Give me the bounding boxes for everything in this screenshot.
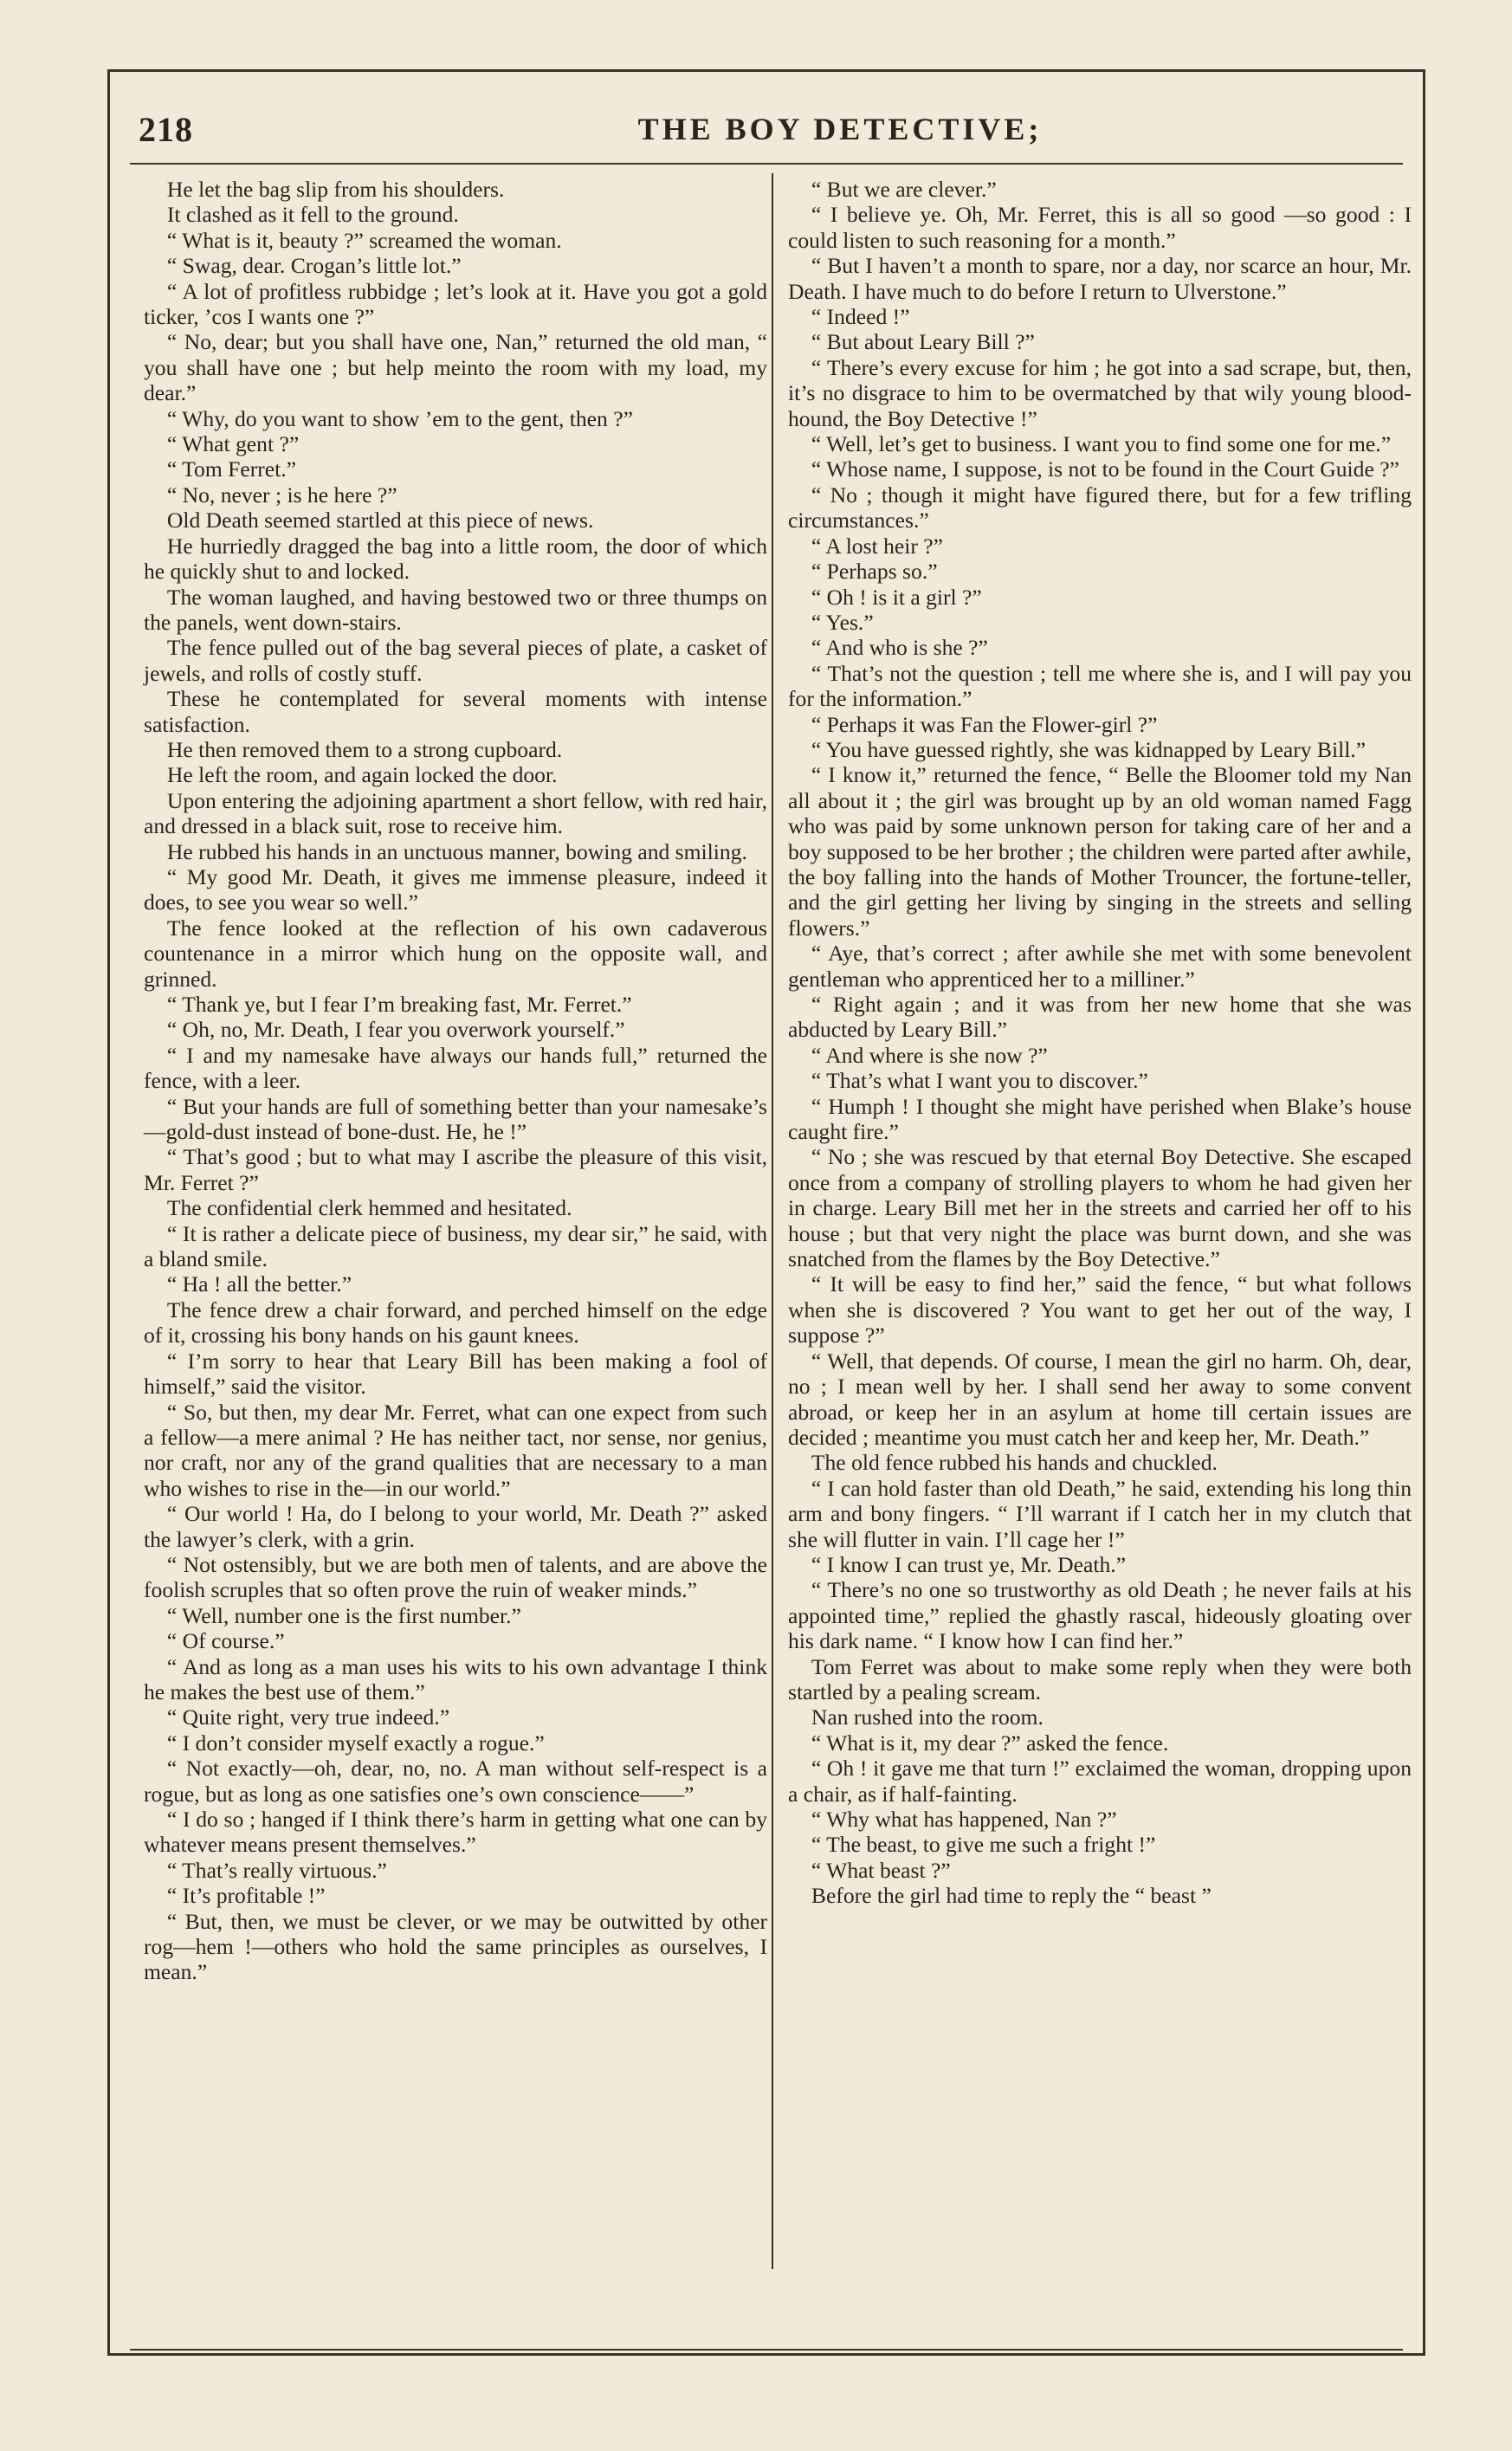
paragraph: “ Of course.”	[166, 1628, 285, 1654]
paragraph: “ What is it, beauty ?” screamed the woman.	[166, 227, 562, 253]
page-number: 218	[139, 110, 193, 149]
running-title: THE BOY DETECTIVE;	[637, 112, 1043, 146]
paragraph: Tom Ferret was about to make some reply when they were both startled by a pealing scream.	[788, 1653, 1412, 1704]
paragraph: “ I don’t consider myself exactly a rogue.”	[166, 1730, 545, 1756]
paragraph: He hurriedly dragged the bag into a little room, the door of which he quickly shut to and locked.	[144, 533, 767, 585]
paragraph: “ I can hold faster than old Death,” he said, extending his long thin arm and bony fingers. “ I’ll warrant if I catch her in my clutch that she will flutter in vain. I’ll cage her !”	[788, 1475, 1412, 1552]
paragraph: Old Death seemed startled at this piece of news.	[166, 508, 594, 534]
paragraph: “ Not ostensibly, but we are both men of talents, and are above the foolish scruples that so often prove the ruin of weaker minds.”	[144, 1551, 767, 1603]
paragraph: “ Oh ! it gave me that turn !” exclaimed the woman, dropping upon a chair, as if half-fainting.	[788, 1756, 1412, 1807]
paragraph: The old fence rubbed his hands and chuckled.	[811, 1450, 1218, 1476]
paragraph: “ Ha ! all the better.”	[166, 1271, 352, 1297]
paragraph: “ I and my namesake have always our hands full,” returned the fence, with a leer.	[144, 1042, 767, 1094]
paragraph: “ Not exactly—oh, dear, no, no. A man without self-respect is a rogue, but as long as one satisfies one’s own conscience——”	[144, 1756, 767, 1807]
paragraph: “ My good Mr. Death, it gives me immense pleasure, indeed it does, to see you wear so well.”	[144, 863, 767, 915]
paragraph: The fence drew a chair forward, and perched himself on the edge of it, crossing his bony hands on his gaunt knees.	[144, 1297, 767, 1348]
paragraph: “ What beast ?”	[811, 1857, 951, 1883]
paragraph: “ A lost heir ?”	[811, 533, 943, 559]
paragraph: “ No ; she was rescued by that eternal Boy Detective. She escaped once from a company of strolling players to whom he had given her in charge. Leary Bill met her in the streets and carried her off to his house ; but that very night the place was burnt down, and she was snatched from the flames by the Boy Detective.”	[788, 1144, 1412, 1272]
paragraph: He let the bag slip from his shoulders.	[166, 177, 505, 202]
paragraph: “ Quite right, very true indeed.”	[166, 1704, 450, 1730]
paragraph: The fence pulled out of the bag several pieces of plate, a casket of jewels, and rolls of costly stuff.	[144, 635, 767, 686]
paragraph: “ I know I can trust ye, Mr. Death.”	[811, 1551, 1127, 1577]
paragraph: “ Thank ye, but I fear I’m breaking fast, Mr. Ferret.”	[166, 992, 632, 1017]
paragraph: “ Right again ; and it was from her new home that she was abducted by Leary Bill.”	[788, 992, 1412, 1043]
paragraph: “ Perhaps it was Fan the Flower-girl ?”	[811, 711, 1158, 737]
paragraph: “ There’s every excuse for him ; he got into a sad scrape, but, then, it’s no disgrace to him to be overmatched by that wily young blood-hound, the Boy Detective !”	[788, 354, 1412, 431]
paragraph: “ No ; though it might have figured there, but for a few trifling circumstances.”	[788, 482, 1412, 534]
paragraph: “ But your hands are full of something better than your namesake’s—gold-dust instead of bone-dust. He, he !”	[144, 1093, 767, 1145]
paragraph: “ That’s good ; but to what may I ascribe the pleasure of this visit, Mr. Ferret ?”	[144, 1144, 767, 1195]
paragraph: “ Perhaps so.”	[811, 559, 938, 585]
paragraph: “ You have guessed rightly, she was kidnapped by Leary Bill.”	[811, 736, 1367, 762]
paragraph: “ So, but then, my dear Mr. Ferret, what can one expect from such a fellow—a mere animal ? He has neither tact, nor sense, nor genius, nor craft, nor any of the grand qualities that are necessary to a man who wishes to rise in the—in our world.”	[144, 1399, 767, 1501]
paragraph: Nan rushed into the room.	[811, 1704, 1044, 1730]
paragraph: The confidential clerk hemmed and hesitated.	[166, 1195, 572, 1221]
paragraph: “ Oh, no, Mr. Death, I fear you overwork yourself.”	[166, 1017, 625, 1043]
paragraph: “ Swag, dear. Crogan’s little lot.”	[166, 253, 462, 279]
paragraph: “ That’s not the question ; tell me where she is, and I will pay you for the information.”	[788, 660, 1412, 712]
paragraph: It clashed as it fell to the ground.	[166, 202, 459, 228]
paragraph: “ A lot of profitless rubbidge ; let’s look at it. Have you got a gold ticker, ’cos I wants one ?”	[144, 278, 767, 330]
paragraph: “ And who is she ?”	[811, 635, 988, 661]
paragraph: “ Why, do you want to show ’em to the gent, then ?”	[166, 405, 633, 431]
paragraph: Upon entering the adjoining apartment a short fellow, with red hair, and dressed in a black suit, rose to receive him.	[144, 787, 767, 839]
paragraph: “ Our world ! Ha, do I belong to your world, Mr. Death ?” asked the lawyer’s clerk, with a grin.	[144, 1501, 767, 1552]
paragraph: “ It’s profitable !”	[166, 1883, 326, 1909]
paragraph: These he contemplated for several moments with intense satisfaction.	[144, 686, 767, 737]
paragraph: “ There’s no one so trustworthy as old Death ; he never fails at his appointed time,” replied the ghastly rascal, hideously gloating over his dark name. “ I know how I can find her.”	[788, 1577, 1412, 1654]
column-divider	[772, 173, 773, 2269]
paragraph: “ And as long as a man uses his wits to his own advantage I think he makes the best use of them.”	[144, 1653, 767, 1704]
paragraph: “ Oh ! is it a girl ?”	[811, 584, 982, 610]
paragraph: “ What is it, my dear ?” asked the fence.	[811, 1730, 1169, 1756]
paragraph: He then removed them to a strong cupboard.	[166, 736, 563, 762]
header-rule	[130, 163, 1403, 165]
paragraph: He left the room, and again locked the door.	[166, 762, 558, 788]
paragraph: “ Whose name, I suppose, is not to be found in the Court Guide ?”	[811, 456, 1399, 482]
paragraph: “ Indeed !”	[811, 304, 910, 330]
paragraph: “ Aye, that’s correct ; after awhile she met with some benevolent gentleman who apprenticed her to a milliner.”	[788, 941, 1412, 992]
paragraph: The woman laughed, and having bestowed two or three thumps on the panels, went down-stairs.	[144, 584, 767, 635]
paragraph: “ Yes.”	[811, 609, 874, 635]
paragraph: The fence looked at the reflection of his own cadaverous countenance in a mirror which hung on the opposite wall, and grinned.	[144, 915, 767, 992]
paragraph: “ Why what has happened, Nan ?”	[811, 1807, 1117, 1832]
paragraph: “ But about Leary Bill ?”	[811, 329, 1035, 355]
paragraph: “ No, dear; but you shall have one, Nan,” returned the old man, “ you shall have one ; but help meinto the room with my load, my dear.”	[144, 329, 767, 406]
paragraph: “ Well, let’s get to business. I want you to find some one for me.”	[811, 431, 1392, 457]
paragraph: “ The beast, to give me such a fright !”	[811, 1832, 1156, 1858]
paragraph: “ Humph ! I thought she might have perished when Blake’s house caught fire.”	[788, 1093, 1412, 1145]
paragraph: “ Well, number one is the first number.”	[166, 1602, 521, 1628]
paragraph: “ Well, that depends. Of course, I mean the girl no harm. Oh, dear, no ; I mean well by her. I shall send her away to some convent abroad, or keep her in an asylum at home till certain issues are decided ; meantime you must catch her and keep her, Mr. Death.”	[788, 1348, 1412, 1450]
paragraph: “ Tom Ferret.”	[166, 456, 296, 482]
paragraph: “ That’s what I want you to discover.”	[811, 1068, 1148, 1094]
paragraph: “ It will be easy to find her,” said the fence, “ but what follows when she is discovered ? You want to get her out of the way, I suppose ?”	[788, 1271, 1412, 1348]
right-column	[788, 177, 1412, 1909]
paragraph: “ I know it,” returned the fence, “ Belle the Bloomer told my Nan all about it ; the girl was brought up by an old woman named Fagg who was paid by some unknown person for taking care of her and a boy supposed to be her brother ; the children were parted after awhile, the boy falling into the hands of Mother Trouncer, the fortune-teller, and the girl getting her living by singing in the streets and selling flowers.”	[788, 762, 1412, 941]
left-column	[144, 177, 767, 1985]
paragraph: “ I do so ; hanged if I think there’s harm in getting what one can by whatever means present themselves.”	[144, 1807, 767, 1858]
paragraph: “ That’s really virtuous.”	[166, 1857, 387, 1883]
paragraph: “ I’m sorry to hear that Leary Bill has been making a fool of himself,” said the visitor.	[144, 1348, 767, 1400]
paragraph: “ But we are clever.”	[811, 177, 997, 202]
paragraph: Before the girl had time to reply the “ beast ”	[811, 1883, 1212, 1909]
paragraph: “ And where is she now ?”	[811, 1042, 1048, 1068]
bottom-rule	[130, 2349, 1403, 2351]
paragraph: “ What gent ?”	[166, 431, 300, 457]
paragraph: “ I believe ye. Oh, Mr. Ferret, this is all so good —so good : I could listen to such reasoning for a month.”	[788, 202, 1412, 253]
paragraph: “ But I haven’t a month to spare, nor a day, nor scarce an hour, Mr. Death. I have much to do before I return to Ulverstone.”	[788, 253, 1412, 304]
paragraph: “ It is rather a delicate piece of business, my dear sir,” he said, with a bland smile.	[144, 1220, 767, 1272]
paragraph: He rubbed his hands in an unctuous manner, bowing and smiling.	[166, 838, 747, 864]
paragraph: “ No, never ; is he here ?”	[166, 482, 397, 508]
paragraph: “ But, then, we must be clever, or we may be outwitted by other rog—hem !—others who hold the same principles as ourselves, I mean.”	[144, 1908, 767, 1985]
